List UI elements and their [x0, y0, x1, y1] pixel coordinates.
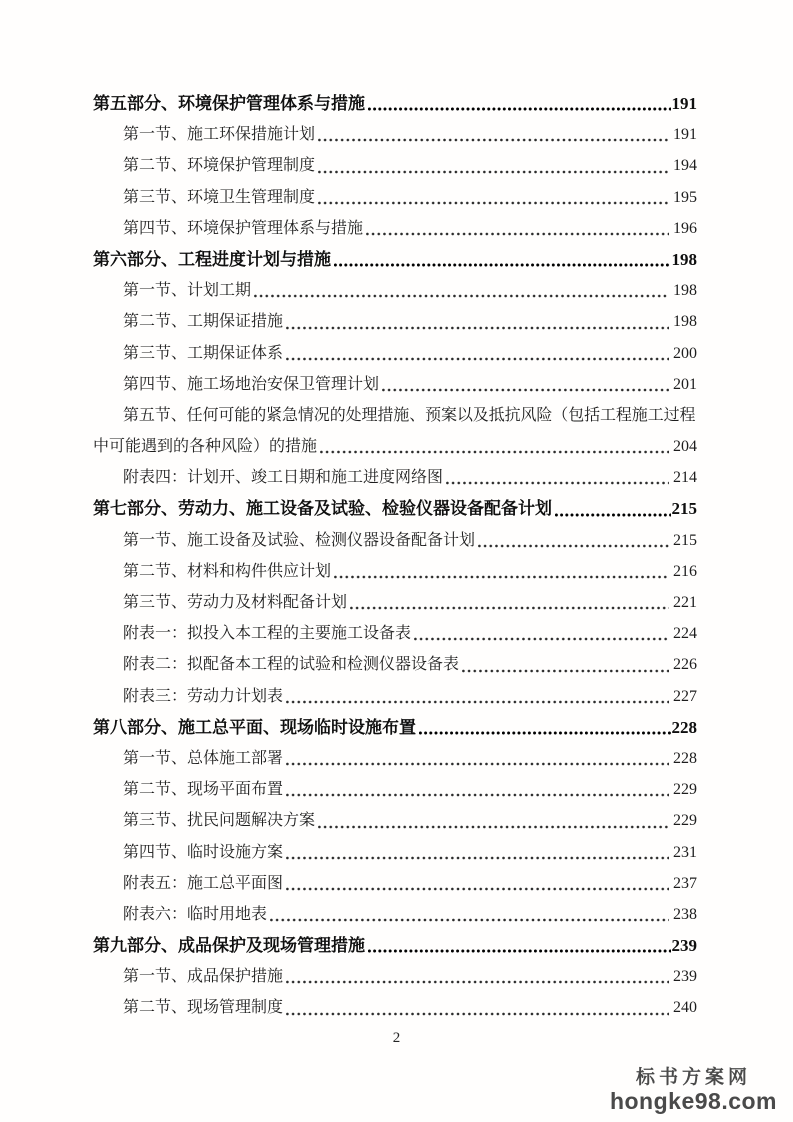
toc-entry-title: 附表六：临时用地表 [123, 905, 268, 923]
toc-entry [93, 681, 697, 712]
toc-entry-title: 附表二：拟配备本工程的试验和检测仪器设备表 [123, 656, 460, 674]
toc-entry-title: 第四节、环境保护管理体系与措施 [123, 219, 364, 237]
table-of-contents [93, 88, 697, 1024]
toc-entry [93, 587, 697, 618]
toc-entry [93, 431, 697, 462]
toc-entry [93, 899, 697, 930]
toc-dot-leader [317, 438, 673, 462]
toc-dot-leader [475, 532, 673, 556]
toc-entry-page: 198 [673, 313, 697, 331]
toc-entry [93, 182, 697, 213]
toc-entry [93, 992, 697, 1023]
toc-dot-leader [347, 594, 673, 618]
toc-entry-page: 239 [671, 936, 697, 956]
toc-dot-leader [379, 376, 673, 400]
toc-entry [93, 618, 697, 649]
toc-entry-page: 229 [673, 781, 697, 799]
toc-entry-page: 204 [673, 438, 697, 456]
toc-entry-page: 228 [671, 717, 697, 737]
page-number: 2 [392, 1030, 401, 1046]
toc-entry [93, 462, 697, 493]
toc-entry-title: 第三节、劳动力及材料配备计划 [123, 594, 348, 611]
toc-entry-title: 第四节、临时设施方案 [123, 843, 284, 861]
toc-entry-title: 第三节、环境卫生管理制度 [123, 188, 316, 206]
toc-entry [93, 837, 697, 868]
toc-entry-page: 191 [673, 126, 697, 144]
toc-dot-leader [283, 844, 673, 868]
toc-entry-page: 191 [671, 94, 697, 113]
toc-entry-title: 第五部分、环境保护管理体系与措施 [93, 94, 365, 113]
toc-entry-page: 216 [673, 562, 697, 580]
toc-dot-leader [251, 282, 673, 306]
toc-entry [93, 493, 697, 524]
toc-dot-leader [283, 750, 673, 774]
toc-dot-leader [283, 345, 673, 369]
watermark [610, 1068, 777, 1114]
toc-entry [93, 306, 697, 337]
toc-dot-leader [315, 126, 673, 150]
toc-entry-title: 第九部分、成品保护及现场管理措施 [93, 936, 365, 956]
toc-entry-title: 第二节、环境保护管理制度 [123, 157, 316, 175]
toc-dot-leader [411, 625, 673, 649]
toc-dot-leader [315, 813, 673, 837]
toc-entry [93, 961, 697, 992]
toc-entry-title: 第一节、总体施工部署 [123, 749, 284, 767]
toc-entry [93, 244, 697, 275]
toc-dot-leader [363, 220, 673, 244]
toc-entry-page: 237 [673, 874, 697, 892]
toc-entry-title: 第一节、施工环保措施计划 [123, 126, 316, 144]
toc-entry-page: 221 [673, 594, 697, 611]
toc-entry-title: 附表一：拟投入本工程的主要施工设备表 [123, 625, 412, 643]
toc-dot-leader [283, 781, 673, 805]
toc-dot-leader [283, 1000, 673, 1024]
toc-entry [93, 774, 697, 805]
toc-entry-page: 198 [673, 282, 697, 300]
toc-entry-title: 第八部分、施工总平面、现场临时设施布置 [93, 717, 416, 737]
toc-entry-title: 第一节、施工设备及试验、检测仪器设备配备计划 [123, 531, 476, 549]
toc-dot-leader [365, 937, 672, 961]
toc-entry [93, 649, 697, 680]
toc-entry [93, 556, 697, 587]
toc-entry [93, 150, 697, 181]
toc-entry [93, 525, 697, 556]
toc-entry [93, 868, 697, 899]
toc-dot-leader [459, 657, 673, 681]
toc-entry [93, 805, 697, 836]
toc-entry [93, 712, 697, 743]
toc-entry-page: 240 [673, 999, 697, 1017]
toc-dot-leader [315, 189, 673, 213]
toc-entry-page: 238 [673, 905, 697, 923]
toc-entry-page: 228 [673, 749, 697, 767]
toc-dot-leader [552, 501, 672, 525]
toc-entry-page: 227 [673, 687, 697, 705]
toc-entry-page: 229 [673, 812, 697, 830]
toc-entry-title: 第七部分、劳动力、施工设备及试验、检验仪器设备配备计划 [93, 499, 552, 519]
toc-entry-title: 第三节、工期保证体系 [123, 344, 284, 362]
toc-entry-page: 215 [673, 531, 697, 549]
toc-entry [93, 88, 697, 119]
toc-entry-title: 第五节、任何可能的紧急情况的处理措施、预案以及抵抗风险（包括工程施工过程 [123, 406, 696, 424]
toc-entry-page: 239 [673, 968, 697, 986]
toc-dot-leader [283, 688, 673, 712]
toc-dot-leader [267, 906, 673, 930]
toc-entry-title: 第二节、工期保证措施 [123, 313, 284, 331]
toc-entry-title: 第四节、施工场地治安保卫管理计划 [123, 375, 380, 393]
toc-entry-page: 194 [673, 157, 697, 175]
toc-entry-title: 第一节、成品保护措施 [123, 968, 284, 986]
watermark-site-domain: hongke98.com [609, 1087, 777, 1114]
toc-entry-title: 第二节、现场管理制度 [123, 999, 284, 1017]
toc-dot-leader [443, 469, 673, 493]
toc-entry-title: 第二节、现场平面布置 [123, 781, 284, 799]
toc-entry [93, 743, 697, 774]
toc-entry [93, 338, 697, 369]
toc-entry [93, 119, 697, 150]
toc-entry-page: 195 [673, 188, 697, 206]
toc-entry-page: 201 [673, 375, 697, 393]
toc-entry-title: 第三节、扰民问题解决方案 [123, 812, 316, 830]
toc-entry-page: 198 [671, 249, 697, 269]
toc-entry-page: 226 [673, 656, 697, 674]
toc-entry [93, 930, 697, 961]
toc-entry [93, 400, 697, 431]
toc-dot-leader [331, 563, 673, 587]
toc-entry-title: 第六部分、工程进度计划与措施 [93, 249, 331, 269]
toc-entry-page: 214 [673, 469, 697, 487]
toc-entry-title: 附表五：施工总平面图 [123, 874, 284, 892]
toc-entry-page: 231 [673, 843, 697, 861]
toc-entry [93, 369, 697, 400]
toc-entry-title: 第一节、计划工期 [123, 282, 252, 300]
toc-entry-page: 196 [673, 219, 697, 237]
toc-entry-title: 附表四：计划开、竣工日期和施工进度网络图 [123, 469, 444, 487]
watermark-site-name: 标书方案网 [635, 1066, 751, 1088]
toc-entry-title: 第二节、材料和构件供应计划 [123, 562, 332, 580]
toc-entry [93, 213, 697, 244]
toc-entry-title: 中可能遇到的各种风险）的措施 [93, 438, 318, 456]
toc-entry-page: 224 [673, 625, 697, 643]
toc-entry-title: 附表三：劳动力计划表 [123, 687, 284, 705]
toc-dot-leader [331, 251, 672, 275]
toc-dot-leader [283, 875, 673, 899]
toc-dot-leader [283, 968, 673, 992]
toc-entry [93, 275, 697, 306]
toc-entry-page: 215 [671, 499, 697, 519]
toc-dot-leader [365, 95, 672, 119]
toc-dot-leader [315, 158, 673, 182]
toc-dot-leader [416, 719, 672, 743]
toc-dot-leader [283, 314, 673, 338]
toc-entry-page: 200 [673, 344, 697, 362]
